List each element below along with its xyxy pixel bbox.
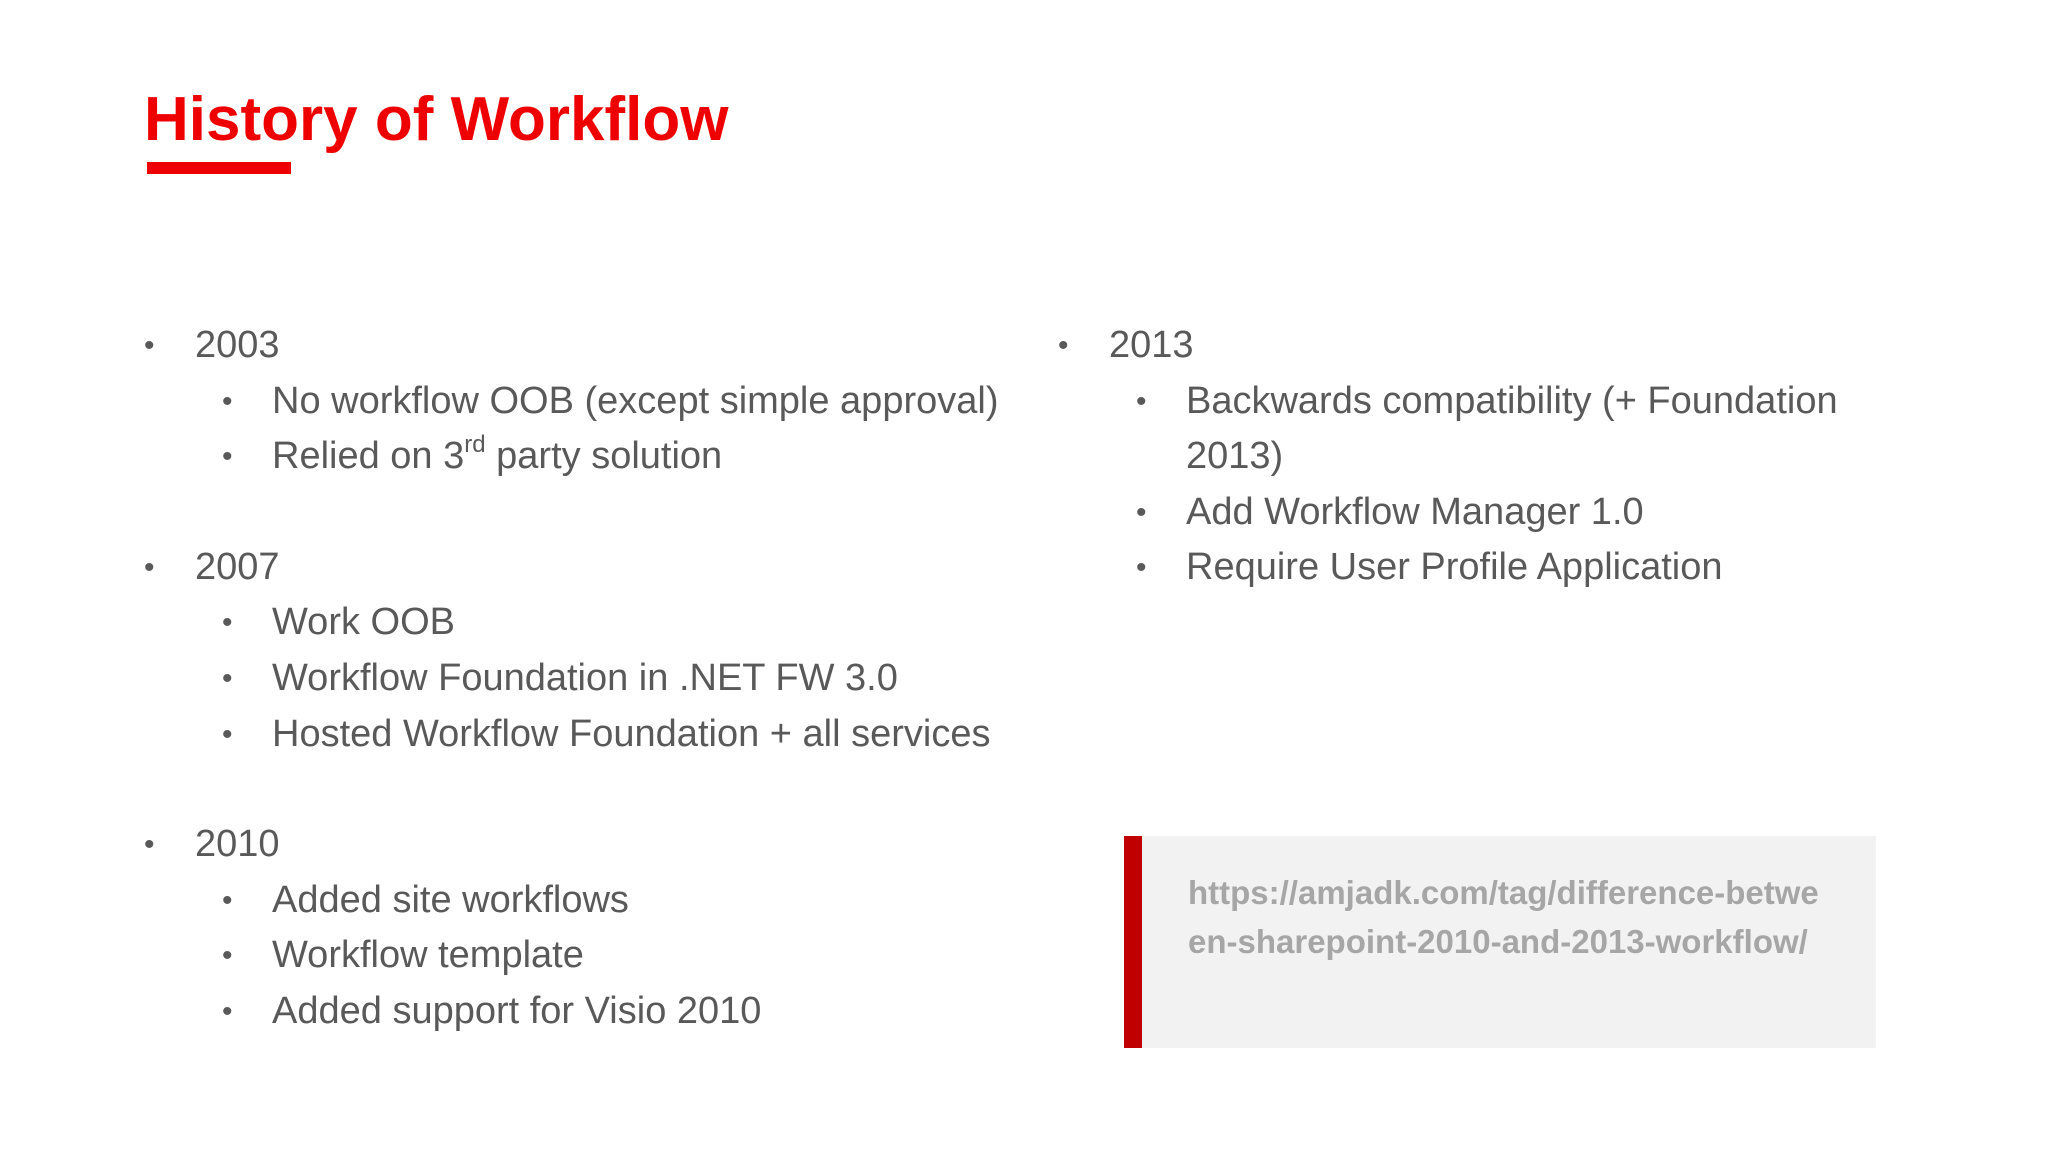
group-2010 — [144, 817, 1044, 1039]
year-2010 — [144, 817, 1044, 873]
year-2013 — [1058, 318, 1898, 374]
item-text: Require User Profile Application — [1186, 546, 1723, 589]
item-text: Workflow template — [272, 934, 584, 977]
year-label: 2013 — [1109, 324, 1194, 366]
item-text: Backwards compatibility (+ Foundation 2013) — [1186, 379, 1838, 478]
bullet-glyph: • — [1136, 551, 1147, 585]
bullet-glyph: • — [222, 994, 233, 1028]
item-text: Add Workflow Manager 1.0 — [1186, 490, 1644, 533]
bullet-glyph: • — [222, 440, 233, 474]
year-label: 2010 — [195, 823, 280, 866]
right-column — [1058, 318, 1898, 651]
callout-accent-bar — [1124, 836, 1142, 1048]
ordinal-superscript: rd — [464, 431, 486, 459]
item-text: Workflow Foundation in .NET FW 3.0 — [272, 656, 898, 699]
item-text-prefix: Relied on 3 — [272, 435, 465, 478]
item-text: Work OOB — [272, 601, 455, 644]
left-column — [144, 318, 1044, 1095]
bullet-glyph: • — [222, 717, 233, 751]
bullet-glyph: • — [222, 606, 233, 640]
bullet-glyph: • — [222, 661, 233, 695]
reference-url: https://amjadk.com/tag/difference-between-sharepoint-2010-and-2013-workflow/ — [1188, 874, 1819, 960]
list-item — [1058, 485, 1898, 541]
list-item — [144, 873, 1044, 929]
reference-callout — [1124, 836, 1876, 1048]
group-2007 — [144, 540, 1044, 762]
bullet-glyph: • — [222, 384, 233, 418]
bullet-glyph: • — [1136, 384, 1147, 418]
item-text: No workflow OOB (except simple approval) — [272, 379, 999, 422]
list-item — [144, 651, 1044, 707]
list-item — [144, 429, 1044, 485]
list-item — [144, 707, 1044, 763]
list-item — [1058, 374, 1898, 485]
bullet-glyph: • — [144, 550, 155, 584]
item-text: Added support for Visio 2010 — [272, 989, 762, 1032]
list-item — [1058, 540, 1898, 596]
year-label: 2003 — [195, 324, 280, 366]
year-2003 — [144, 318, 1044, 374]
bullet-glyph: • — [144, 828, 155, 862]
group-2003 — [144, 318, 1044, 485]
slide-title: History of Workflow — [144, 85, 729, 154]
bullet-glyph: • — [222, 939, 233, 973]
list-item — [144, 595, 1044, 651]
title-underline — [147, 162, 291, 174]
list-item — [144, 928, 1044, 984]
bullet-glyph: • — [1136, 495, 1147, 529]
bullet-glyph: • — [222, 883, 233, 917]
item-text-suffix: party solution — [485, 435, 723, 478]
list-item — [144, 374, 1044, 430]
item-text: Added site workflows — [272, 878, 629, 921]
year-label: 2007 — [195, 545, 280, 588]
group-2013 — [1058, 318, 1898, 596]
bullet-glyph: • — [144, 329, 155, 362]
list-item — [144, 984, 1044, 1040]
item-text: Hosted Workflow Foundation + all services — [272, 712, 991, 755]
bullet-glyph: • — [1058, 329, 1069, 362]
year-2007 — [144, 540, 1044, 596]
